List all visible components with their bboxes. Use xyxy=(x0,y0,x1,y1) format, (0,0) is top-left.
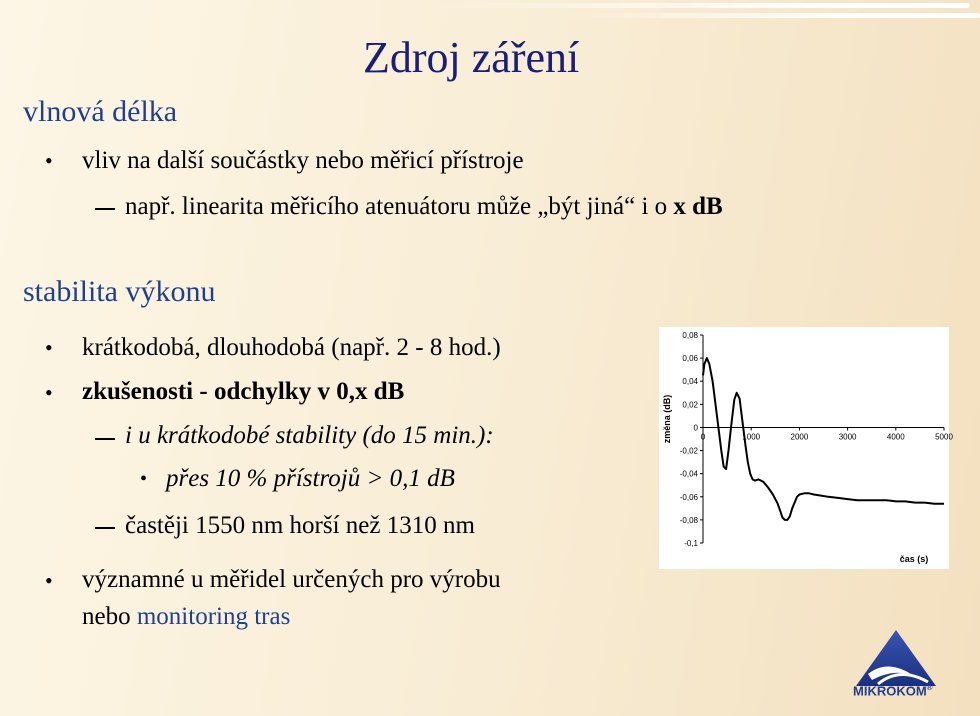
slide-title: Zdroj záření xyxy=(363,33,580,82)
y-tick-label: -0,08 xyxy=(679,515,698,525)
x-tick-label: 2000 xyxy=(790,432,809,442)
bullet-icon: • xyxy=(45,148,53,173)
y-tick-label: 0,02 xyxy=(682,400,698,410)
monitoring-link: monitoring tras xyxy=(136,603,291,630)
stability-chart xyxy=(659,327,953,569)
logo-text: MIKROKOM® xyxy=(853,683,933,699)
heading-power-stability: stabilita výkonu xyxy=(23,275,216,308)
header-decoration xyxy=(0,0,960,28)
y-tick-label: 0,06 xyxy=(682,354,698,364)
item-short-long-term: krátkodobá, dlouhodobá (např. 2 - 8 hod.) xyxy=(82,334,501,361)
item-influence: vliv na další součástky nebo měřicí přístroje xyxy=(82,147,524,174)
item-1550-vs-1310: častěji 1550 nm horší než 1310 nm xyxy=(125,512,475,539)
dash-icon xyxy=(95,438,115,440)
item-important-for-production: významné u měřidel určených pro výrobu xyxy=(82,566,501,593)
y-tick-label: -0,1 xyxy=(684,539,698,548)
series-line xyxy=(700,358,944,520)
x-tick-label: 1000 xyxy=(742,432,761,442)
item-experience: zkušenosti - odchylky v 0,x dB xyxy=(82,378,405,405)
y-tick-label: 0,04 xyxy=(682,377,698,387)
y-tick-label: -0,04 xyxy=(679,469,698,479)
bullet-icon: • xyxy=(45,568,53,593)
item-monitoring-line: nebo monitoring tras xyxy=(82,603,291,630)
stability-chart-svg xyxy=(659,327,953,569)
y-tick-label: 0 xyxy=(693,423,698,433)
x-tick-label: 3000 xyxy=(838,432,857,442)
bullet-icon: • xyxy=(45,335,53,360)
item-over-10-percent: přes 10 % přístrojů > 0,1 dB xyxy=(166,465,455,492)
item-linearity: např. linearita měřicího atenuátoru může „být jiná“ i o x dB xyxy=(125,193,723,220)
x-tick-label: 4000 xyxy=(886,432,905,442)
y-axis-label: změna (dB) xyxy=(662,394,672,444)
bullet-icon: • xyxy=(45,380,53,405)
dash-icon xyxy=(95,527,115,529)
dash-icon xyxy=(95,208,115,210)
bullet-icon: • xyxy=(140,468,148,490)
item-short-term-stability: i u krátkodobé stability (do 15 min.): xyxy=(125,422,494,449)
x-axis-label: čas (s) xyxy=(899,554,929,564)
x-tick-label: 0 xyxy=(700,432,706,442)
y-tick-label: 0,08 xyxy=(682,331,698,340)
y-tick-label: -0,06 xyxy=(679,492,698,502)
x-tick-label: 5000 xyxy=(935,432,953,442)
y-tick-label: -0,02 xyxy=(679,446,698,456)
heading-wavelength: vlnová délka xyxy=(23,95,178,128)
